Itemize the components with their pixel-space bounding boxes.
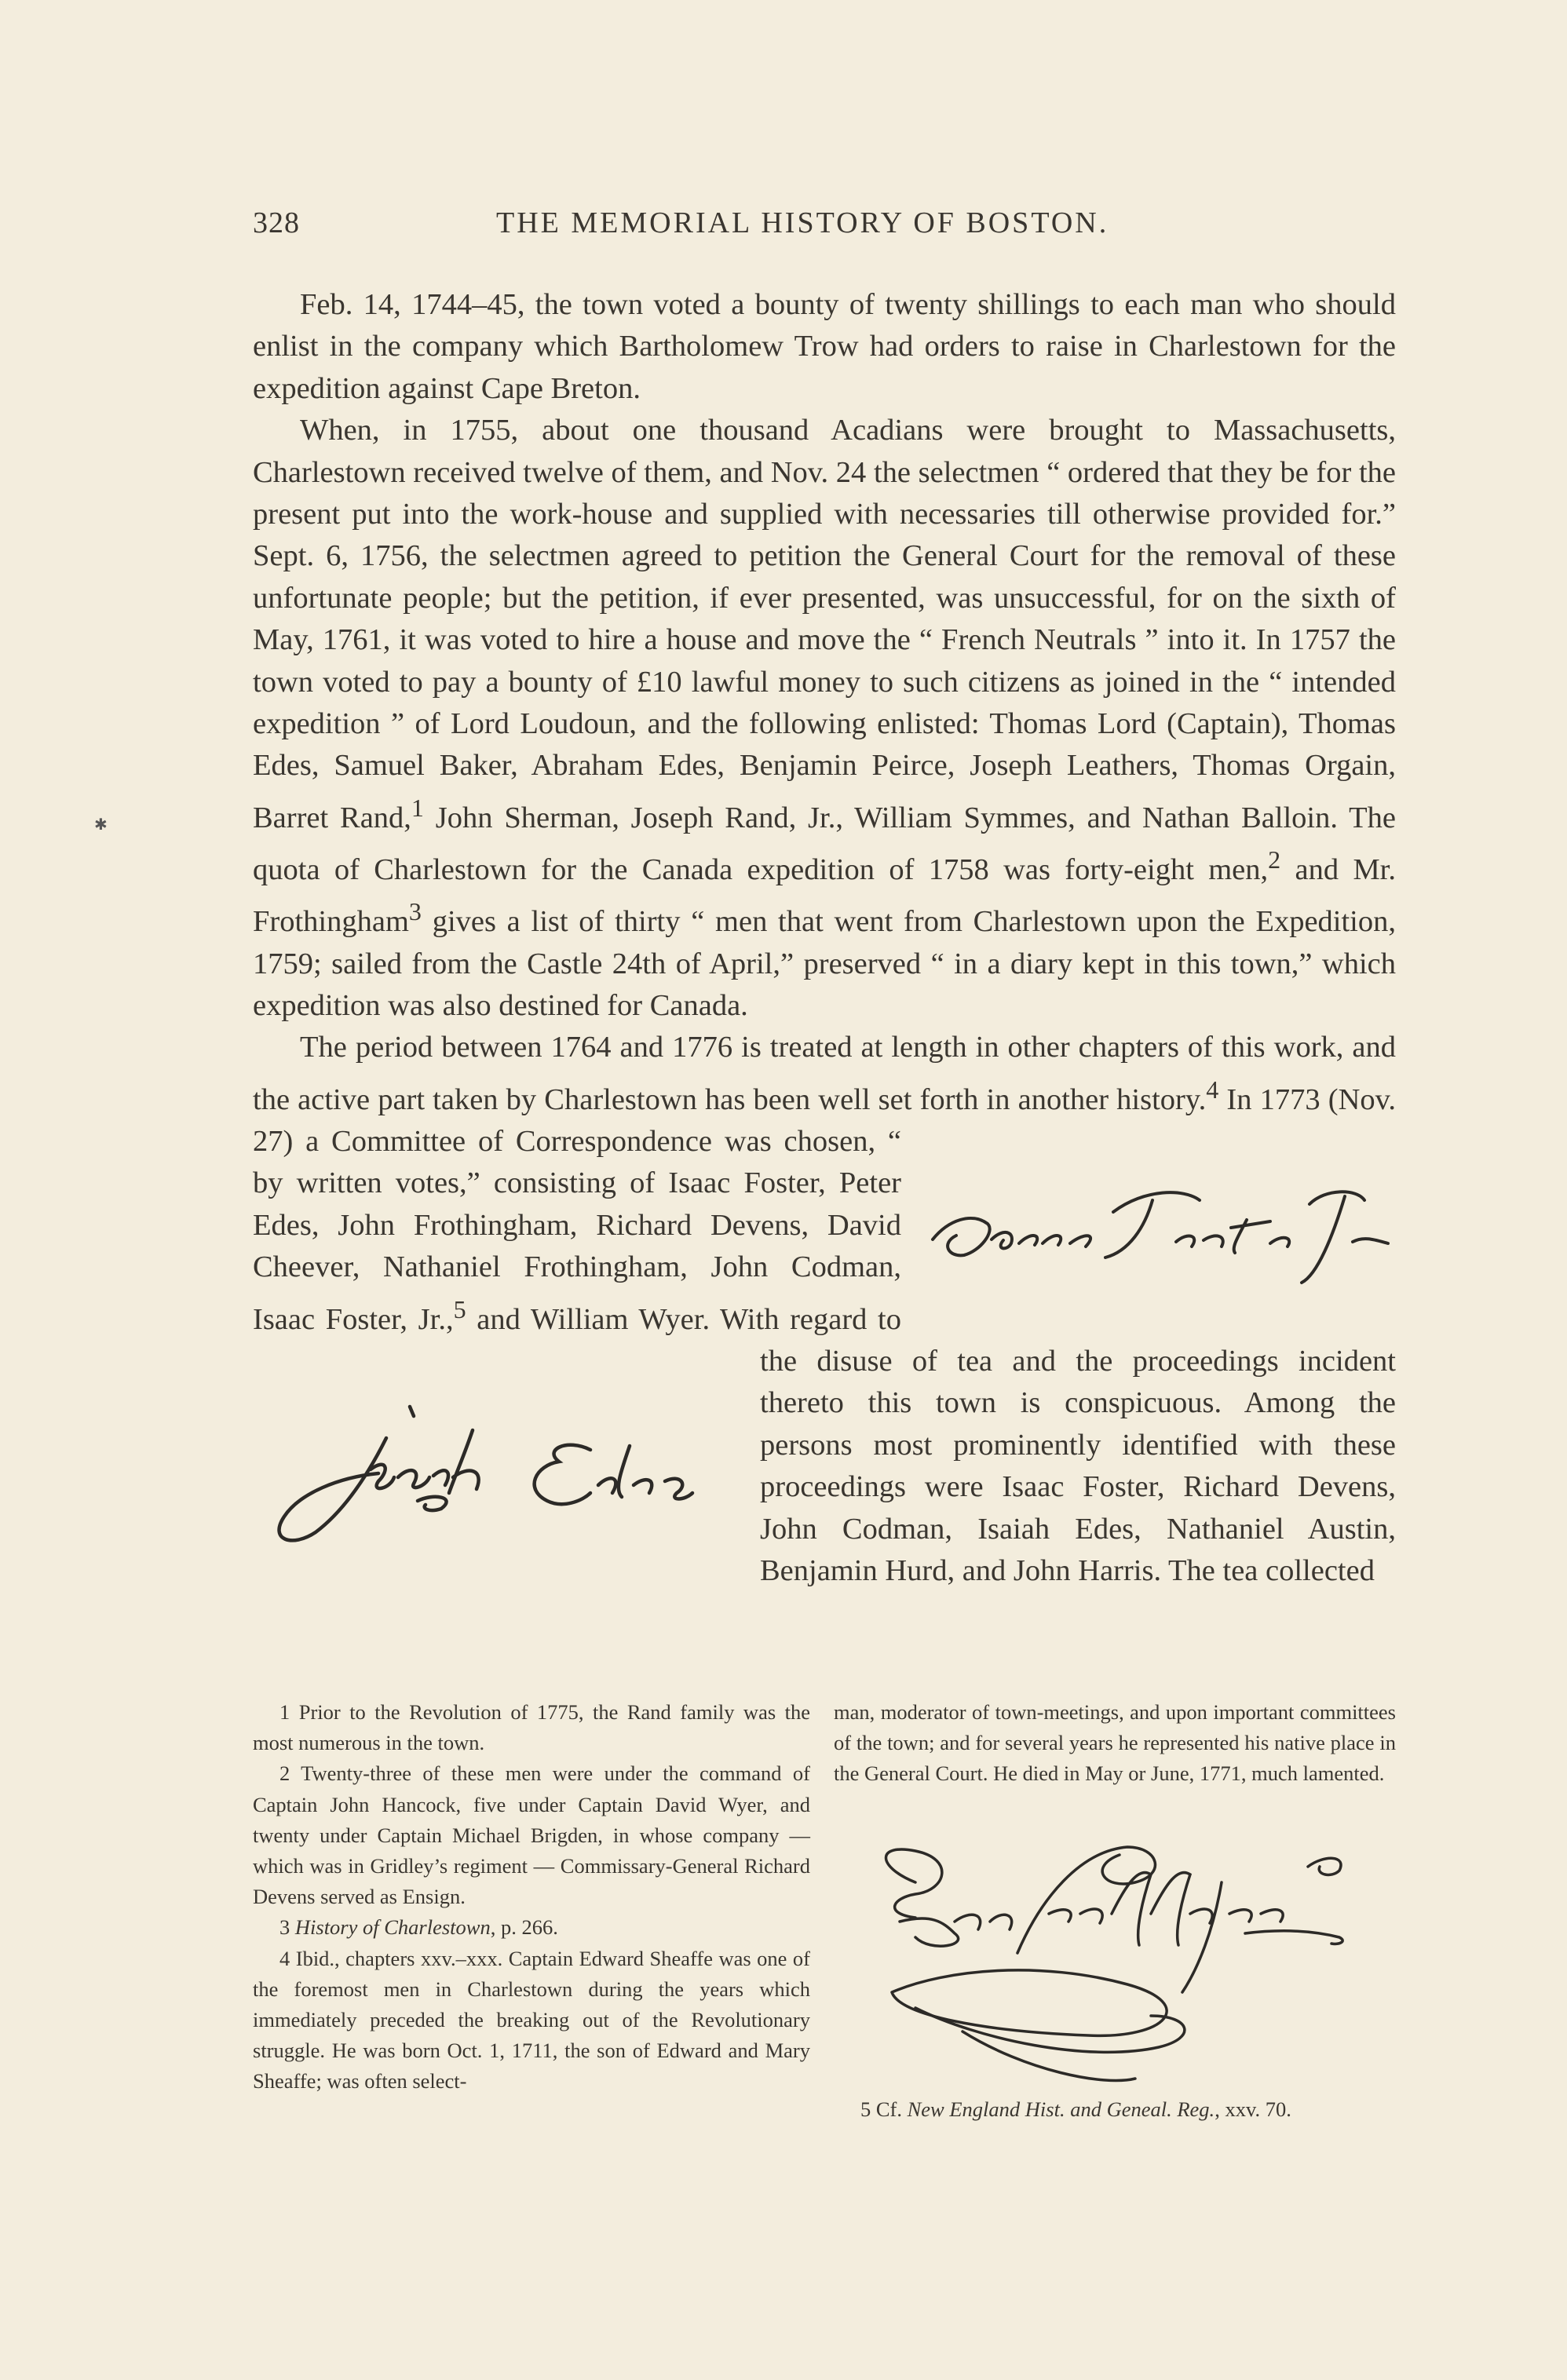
paragraph-2	[253, 410, 1396, 1027]
footnote-1: 1 Prior to the Revolution of 1775, the Rand family was the most numerous in the town.	[253, 1700, 810, 1755]
footnote-4-continued: man, moderator of town-meetings, and upon important committees of the town; and for several years he represented his native place in the General Court. He died in May or June, 1771, much lamented.	[834, 1700, 1396, 1786]
footnote-ref-4[interactable]: 4	[1206, 1075, 1219, 1104]
footnote-5-prefix: Cf.	[871, 2097, 908, 2121]
signature-edward-sheaffe	[868, 1835, 1371, 2094]
signature-edes-drawing	[253, 1383, 747, 1553]
running-header	[253, 206, 1396, 253]
paragraph-3	[253, 1027, 1396, 1592]
main-text	[253, 284, 1396, 1592]
running-title: THE MEMORIAL HISTORY OF BOSTON.	[496, 206, 1109, 239]
footnote-3	[253, 1912, 810, 1943]
para2-part: When, in 1755, about one thousand Acadians were brought to Massachusetts, Charlestown received twelve of them, and Nov. 24 the selectmen “ ordered that they be for the present put into the work-house and supplied with necessaries till otherwise provided for.” Sept. 6, 1756, the selectmen agreed to petition the General Court for the removal of these unfortunate people; but the petition, if ever presented, was unsuccessful, for on the sixth of May, 1761, it was voted to hire a house and move the “ French Neutrals ” into it. In 1757 the town voted to pay a bounty of £10 lawful money to such citizens as joined in the “ intended expedition ” of Lord Loudoun, and the following enlisted: Thomas Lord (Captain), Thomas Edes, Samuel Baker, Abraham Edes, Benjamin Peirce, Joseph Leathers, Thomas Orgain, Barret Rand,	[253, 414, 1396, 834]
paragraph-1: Feb. 14, 1744–45, the town voted a bounty of twenty shillings to each man who should enlist in the company which Bartholomew Trow had orders to raise in Charlestown for the expedition against Cape Breton.	[253, 288, 1396, 405]
footnote-ref-1[interactable]: 1	[411, 793, 424, 822]
signature-isaiah-edes	[253, 1383, 747, 1553]
para2-part-b: John Sherman, Joseph Rand, Jr., William Symmes, and Nathan Balloin. The quota of Charlestown for the Canada expedition of 1758 was forty-eight men,	[253, 801, 1396, 886]
footnote-5-number: 5	[860, 2097, 871, 2121]
signature-foster-drawing	[917, 1165, 1396, 1300]
footnotes-left-column	[253, 1697, 810, 2097]
footnote-5-rest: , xxv. 70.	[1215, 2097, 1291, 2121]
footnote-2: 2 Twenty-three of these men were under the command of Captain John Hancock, five under Captain David Wyer, and twenty under Captain Michael Brigden, in whose company — which was in Gridley’s regiment — Commissary-General Richard Devens served as Ensign.	[253, 1761, 810, 1909]
footnote-ref-3[interactable]: 3	[408, 897, 422, 926]
signature-sheaffe-drawing	[868, 1835, 1371, 2094]
para3-part-b: In 1773 (Nov. 27) a Committee of Correspondence was chosen, “ by written votes,” consisting of Isaac Foster, Peter Edes, John Frothingham, Richard Devens, David Cheever, Nathaniel Frothingham, John Codman, Isaac Foster, Jr.,	[253, 1082, 1396, 1336]
footnote-5-block	[834, 2094, 1396, 2125]
footnote-5-title: New England Hist. and Geneal. Reg.	[907, 2097, 1215, 2121]
footnote-3-title: History of Charlestown	[294, 1915, 491, 1940]
footnote-4: 4 Ibid., chapters xxv.–xxx. Captain Edward Sheaffe was one of the foremost men in Charlestown during the years which immediately preceded the breaking out of the Revolutionary struggle. He was born Oct. 1, 1711, the son of Edward and Mary Sheaffe; was often select-	[253, 1946, 810, 2093]
footnotes-right-column	[834, 1697, 1396, 1790]
para2-part-d: gives a list of thirty “ men that went from Charlestown upon the Expedition, 1759; sailed from the Castle 24th of April,” preserved “ in a diary kept in this town,” which expedition was also destined for Canada.	[253, 905, 1396, 1022]
signature-isaac-foster	[917, 1165, 1396, 1300]
footnote-3-rest: , p. 266.	[490, 1915, 558, 1940]
margin-mark: ✱	[94, 816, 108, 834]
footnote-5	[834, 2094, 1396, 2125]
footnote-3-number: 3	[279, 1915, 290, 1940]
para3-part-a: The period between 1764 and 1776 is treated at length in other chapters of this work, and the active part taken by Charlestown has been well set forth in another history.	[253, 1031, 1396, 1116]
footnote-ref-2[interactable]: 2	[1268, 845, 1281, 874]
para3-part-c: and William Wyer. With regard to the disuse of tea and the proceedings incident thereto this town is conspicuous. Among the persons most prominently identified with these proceedings were Isaac Foster, Richard Devens, John Codman, Isaiah Edes, Nathaniel Austin, Benjamin Hurd, and John Harris. The tea collected	[466, 1302, 1396, 1587]
para2-part-c: and Mr. Frothingham	[253, 852, 1396, 939]
footnote-ref-5[interactable]: 5	[453, 1294, 466, 1323]
page-number: 328	[253, 206, 300, 239]
